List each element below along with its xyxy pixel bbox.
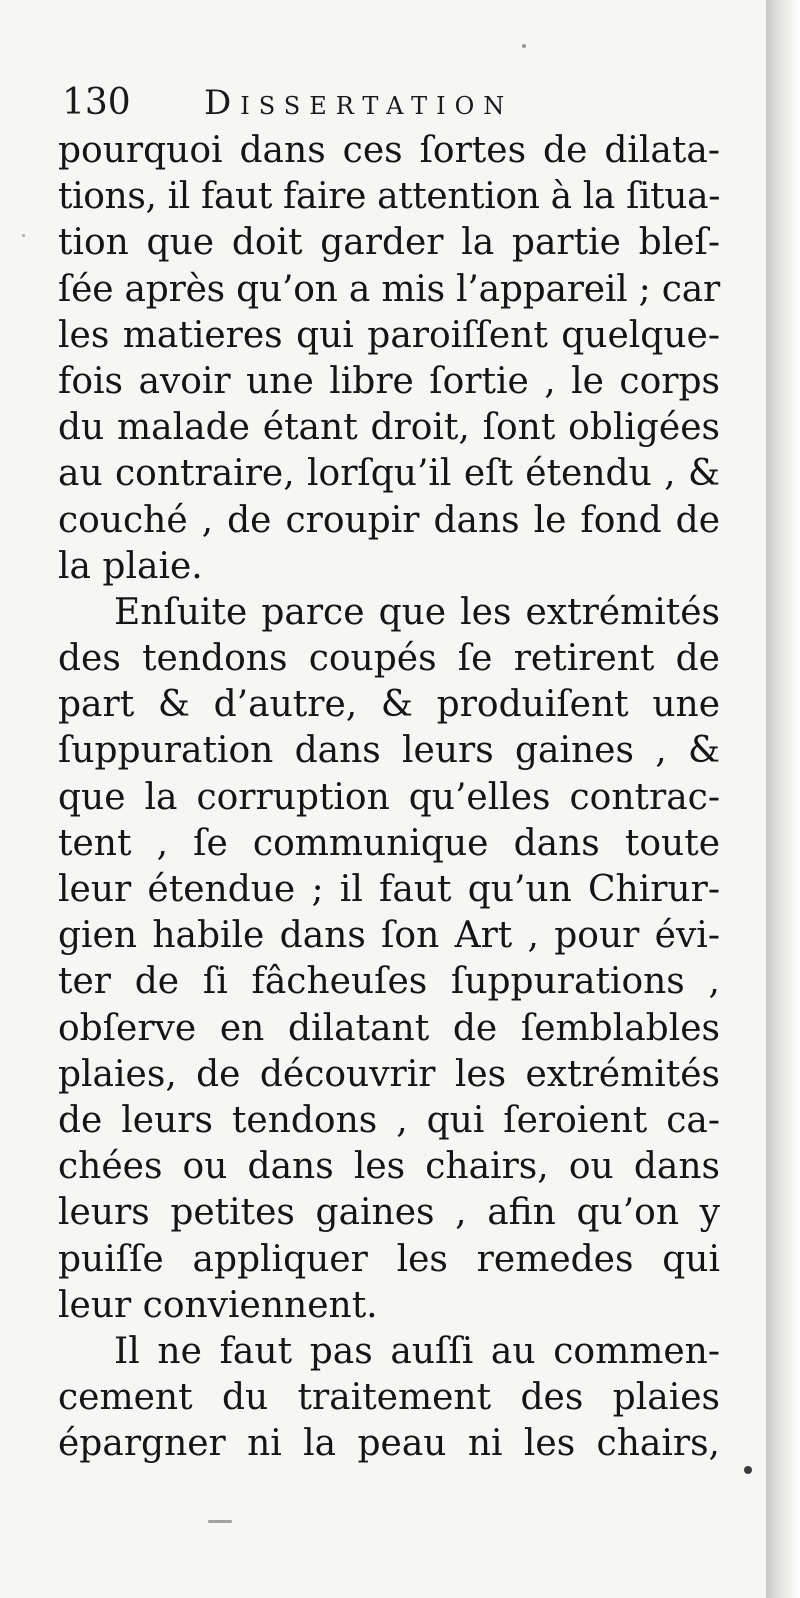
text-line: du malade étant droit, ſont obligées <box>58 407 720 449</box>
paragraph-start-line: Enſuite parce que les extrémités <box>114 591 720 633</box>
text-line: leur conviennent. <box>58 1284 378 1326</box>
text-line: que la corruption qu’elles contrac- <box>58 776 720 818</box>
text-line: tion que doit garder la partie bleſ- <box>58 222 720 264</box>
text-line: les matieres qui paroiſſent quelque- <box>58 314 720 356</box>
text-line: tent , ſe communique dans toute <box>58 822 720 864</box>
body-text <box>58 128 720 1467</box>
text-line: chées ou dans les chairs, ou dans <box>58 1146 720 1188</box>
text-line: ter de ſi fâcheuſes ſuppurations , <box>58 961 720 1003</box>
text-line: gien habile dans ſon Art , pour évi- <box>58 915 720 957</box>
text-line: cement du traitement des plaies <box>58 1377 720 1419</box>
ink-spot <box>208 1520 232 1523</box>
text-line: leurs petites gaines , afin qu’on y <box>58 1192 720 1234</box>
running-title: Dissertation <box>204 83 514 123</box>
page-gutter-shadow <box>766 0 800 1598</box>
text-line: épargner ni la peau ni les chairs, <box>58 1423 720 1465</box>
text-line: de leurs tendons , qui ſeroient ca- <box>58 1099 720 1141</box>
text-line: tions, il faut faire attention à la ſitua- <box>58 176 720 218</box>
text-line: couché , de croupir dans le fond de <box>58 499 720 541</box>
text-line: part & d’autre, & produiſent une <box>58 684 720 726</box>
ink-spot <box>744 1466 752 1474</box>
paragraph-start-line: Il ne faut pas auſſi au commen- <box>114 1330 720 1372</box>
text-line: leur étendue ; il faut qu’un Chirur- <box>58 869 720 910</box>
text-line: ſée après qu’on a mis l’appareil ; car <box>58 268 720 310</box>
text-line: puiſſe appliquer les remedes qui <box>58 1238 720 1280</box>
text-line: ſuppuration dans leurs gaines , & <box>58 730 720 772</box>
text-line: des tendons coupés ſe retirent de <box>58 638 720 680</box>
page-number: 130 <box>62 82 131 123</box>
page-header <box>62 78 722 128</box>
text-line: au contraire, lorſqu’il eſt étendu , & <box>58 453 720 495</box>
text-line: obſerve en dilatant de ſemblables <box>58 1007 720 1049</box>
text-line: pourquoi dans ces ſortes de dilata- <box>58 130 720 171</box>
text-line: plaies, de découvrir les extrémités <box>58 1053 720 1095</box>
text-line: la plaie. <box>58 545 203 587</box>
text-line: fois avoir une libre ſortie , le corps <box>58 360 720 402</box>
ink-spot <box>522 44 526 48</box>
ink-spot <box>22 234 25 237</box>
